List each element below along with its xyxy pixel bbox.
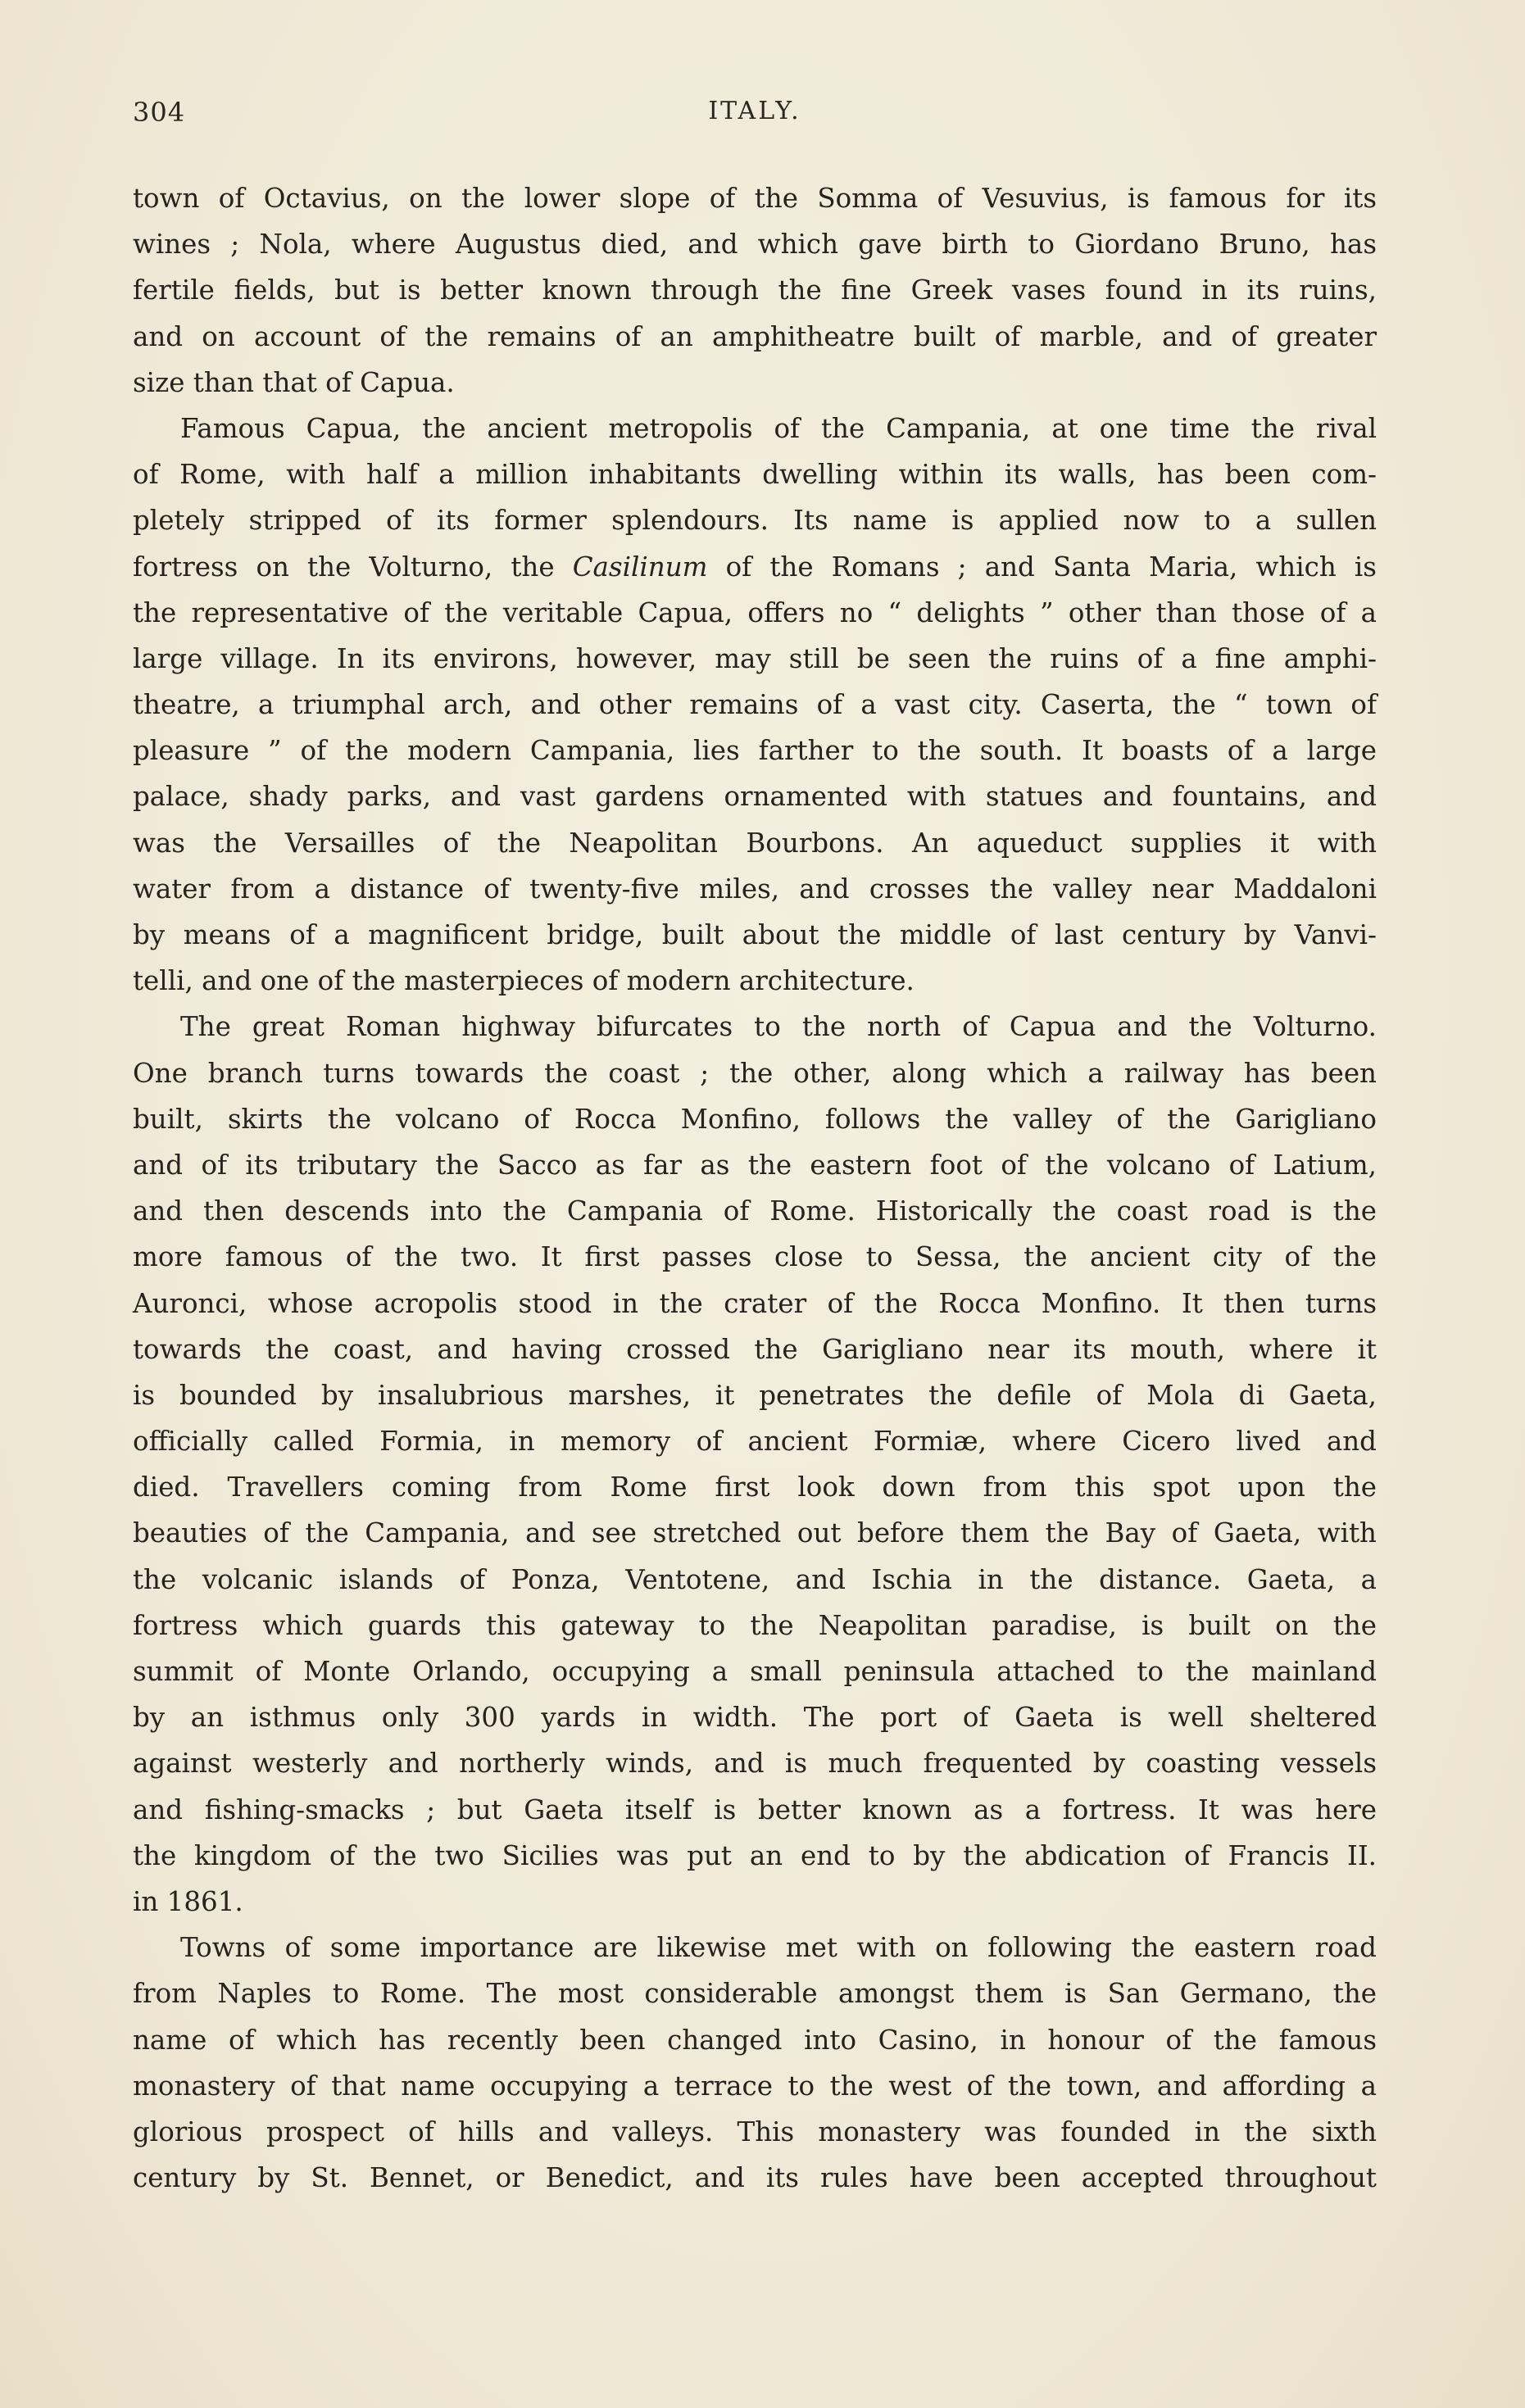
text-line: fortress which guards this gateway to the Neapolitan paradise, is built on the — [133, 1609, 1377, 1641]
text-line: glorious prospect of hills and valleys. This monastery was founded in the sixth — [133, 2116, 1377, 2147]
text-line: and of its tributary the Sacco as far as the eastern foot of the volcano of Latium, — [133, 1149, 1377, 1181]
text-line: officially called Formia, in memory of ancient Formiæ, where Cicero lived and — [133, 1426, 1377, 1458]
text-line: from Naples to Rome. The most considerable amongst them is San Germano, the — [133, 1978, 1377, 2010]
text-line: town of Octavius, on the lower slope of the Somma of Vesuvius, is famous for its — [133, 183, 1377, 214]
text-line: and fishing-smacks ; but Gaeta itself is better known as a fortress. It was here — [133, 1794, 1377, 1825]
text-line: wines ; Nola, where Augustus died, and which gave birth to Giordano Bruno, has — [133, 229, 1377, 261]
text-line: the volcanic islands of Ponza, Ventotene, and Ischia in the distance. Gaeta, a — [133, 1563, 1377, 1595]
text-segment: fortress on the Volturno, the — [133, 551, 555, 583]
text-line: theatre, a triumphal arch, and other remains of a vast city. Caserta, the “ town of — [133, 689, 1377, 721]
page-number: 304 — [133, 97, 186, 128]
text-line: and then descends into the Campania of Rome. Historically the coast road is the — [133, 1195, 1377, 1227]
text-line: fertile fields, but is better known through the fine Greek vases found in its ruins, — [133, 274, 1377, 306]
text-line: of Rome, with half a million inhabitants dwelling within its walls, has been com- — [133, 459, 1377, 491]
text-line: pleasure ” of the modern Campania, lies farther to the south. It boasts of a large — [133, 735, 1377, 767]
text-line: died. Travellers coming from Rome first look down from this spot upon the — [133, 1472, 1377, 1503]
text-line: is bounded by insalubrious marshes, it penetrates the defile of Mola di Gaeta, — [133, 1379, 1377, 1411]
text-line: The great Roman highway bifurcates to the north of Capua and the Volturno. — [180, 1011, 1377, 1043]
text-line: Auronci, whose acropolis stood in the crater of the Rocca Monfino. It then turns — [133, 1287, 1377, 1319]
text-line: pletely stripped of its former splendours. Its name is applied now to a sullen — [133, 505, 1377, 537]
text-line: telli, and one of the masterpieces of modern architecture. — [133, 965, 915, 997]
running-head: ITALY. — [708, 97, 801, 125]
text-line: beauties of the Campania, and see stretched out before them the Bay of Gaeta, with — [133, 1517, 1377, 1549]
text-line: by an isthmus only 300 yards in width. The port of Gaeta is well sheltered — [133, 1702, 1377, 1734]
text-line-with-italic — [133, 544, 1377, 590]
text-line: in 1861. — [133, 1885, 243, 1917]
text-line: monastery of that name occupying a terrace to the west of the town, and affording a — [133, 2070, 1377, 2102]
text-line: water from a distance of twenty-five miles, and crosses the valley near Maddaloni — [133, 873, 1377, 905]
text-segment: of the Romans ; and Santa Maria, which is — [725, 551, 1377, 583]
text-line: was the Versailles of the Neapolitan Bourbons. An aqueduct supplies it with — [133, 827, 1377, 859]
text-line: and on account of the remains of an amphitheatre built of marble, and of greater — [133, 320, 1377, 352]
text-line: by means of a magnificent bridge, built about the middle of last century by Vanvi- — [133, 919, 1377, 950]
text-line: against westerly and northerly winds, and is much frequented by coasting vessels — [133, 1748, 1377, 1780]
page-header — [133, 97, 1377, 138]
text-line: size than that of Capua. — [133, 366, 455, 398]
paragraph — [133, 1004, 1377, 1925]
paragraph — [133, 1925, 1377, 2201]
text-line: large village. In its environs, however, may still be seen the ruins of a fine amphi- — [133, 642, 1377, 674]
body-text — [133, 175, 1377, 2201]
paragraph — [133, 175, 1377, 406]
text-line: the representative of the veritable Capua, offers no “ delights ” other than those of a — [133, 596, 1377, 628]
text-line: summit of Monte Orlando, occupying a small peninsula attached to the mainland — [133, 1656, 1377, 1687]
text-line: century by St. Bennet, or Benedict, and its rules have been accepted throughout — [133, 2162, 1377, 2194]
text-line: towards the coast, and having crossed the Garigliano near its mouth, where it — [133, 1333, 1377, 1365]
text-line: name of which has recently been changed into Casino, in honour of the famous — [133, 2024, 1377, 2056]
text-line: the kingdom of the two Sicilies was put an end to by the abdication of Francis II. — [133, 1839, 1377, 1871]
italic-term: Casilinum — [572, 551, 708, 583]
text-line: built, skirts the volcano of Rocca Monfino, follows the valley of the Garigliano — [133, 1103, 1377, 1135]
text-line: One branch turns towards the coast ; the other, along which a railway has been — [133, 1057, 1377, 1089]
text-line: Towns of some importance are likewise met with on following the eastern road — [180, 1932, 1377, 1964]
paragraph — [133, 406, 1377, 1004]
text-line: Famous Capua, the ancient metropolis of the Campania, at one time the rival — [180, 412, 1377, 444]
text-line: more famous of the two. It first passes close to Sessa, the ancient city of the — [133, 1241, 1377, 1273]
text-line: palace, shady parks, and vast gardens ornamented with statues and fountains, and — [133, 781, 1377, 813]
